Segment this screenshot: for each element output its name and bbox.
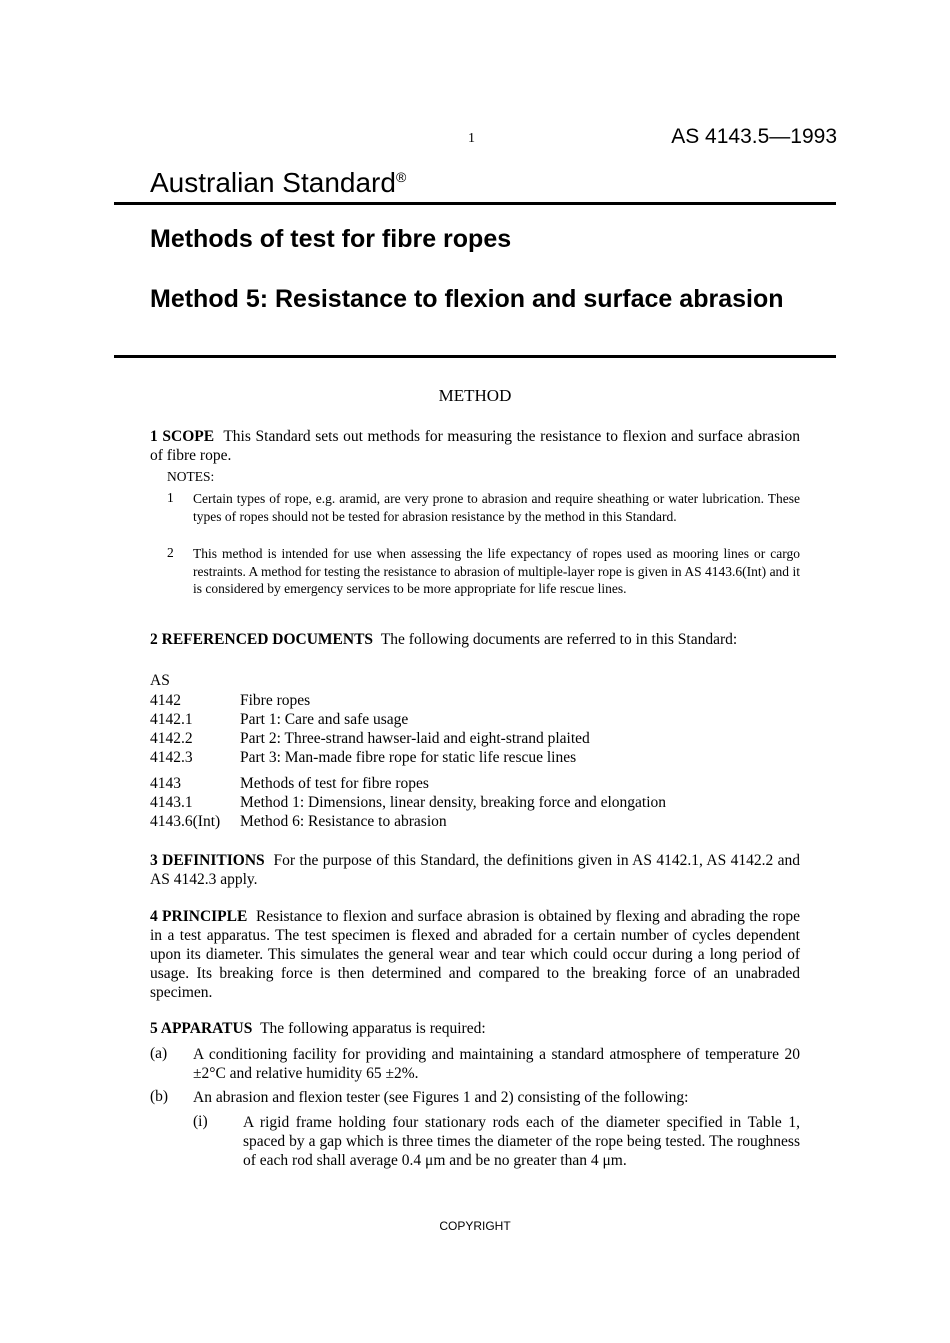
bottom-rule: [114, 355, 836, 358]
document-title: Methods of test for fibre ropes: [150, 225, 512, 253]
ref-number: 4142.3: [150, 749, 193, 766]
referenced-heading: 2 REFERENCED DOCUMENTS: [150, 631, 374, 648]
ref-number: 4143.1: [150, 794, 193, 811]
note-number: 2: [167, 545, 174, 560]
brand-name: Australian Standard: [150, 167, 396, 198]
copyright-footer: COPYRIGHT: [439, 1219, 511, 1233]
apparatus-item: An abrasion and flexion tester (see Figures 1 and 2) consisting of the following:: [193, 1089, 689, 1106]
referenced-text: The following documents are referred to in this Standard:: [380, 631, 738, 648]
note-text: Certain types of rope, e.g. aramid, are very prone to abrasion and require sheathing or water lubrication. These types of ropes should not be tested for abrasion resistance by the method in this Standard.: [193, 491, 800, 524]
brand-title: [150, 167, 406, 199]
ref-number: 4143.6(Int): [150, 813, 221, 830]
subitem-label: (i): [193, 1113, 208, 1130]
apparatus-heading: 5 APPARATUS: [150, 1020, 253, 1037]
apparatus-subitem: A rigid frame holding four stationary rods each of the diameter specified in Table 1, spaced by a gap which is three times the diameter of the rope being tested. The roughness of each rod shall average 0.4 μm and be no greater than 4 μm.: [243, 1114, 800, 1169]
definitions-clause: [150, 851, 800, 889]
ref-title: Fibre ropes: [240, 692, 311, 709]
ref-number: 4142.2: [150, 730, 193, 747]
note-number: 1: [167, 490, 174, 505]
referenced-clause: [150, 630, 800, 649]
standard-number: AS 4143.5—1993: [671, 125, 837, 148]
ref-title: Part 3: Man-made fibre rope for static life rescue lines: [240, 749, 577, 766]
ref-number: 4143: [150, 775, 181, 792]
apparatus-item: A conditioning facility for providing and maintaining a standard atmosphere of temperature 20 ±2°C and relative humidity 65 ±2%.: [193, 1046, 800, 1082]
notes-label: NOTES:: [167, 469, 215, 484]
ref-title: Method 6: Resistance to abrasion: [240, 813, 447, 830]
section-heading: METHOD: [438, 386, 512, 405]
scope-clause: [150, 427, 800, 465]
scope-text: This Standard sets out methods for measuring the resistance to flexion and surface abrasion of fibre rope.: [150, 428, 801, 464]
item-label: (a): [150, 1045, 168, 1062]
registered-mark: ®: [395, 169, 407, 185]
ref-number: 4142: [150, 692, 181, 709]
page-number: 1: [468, 131, 475, 146]
principle-text: Resistance to flexion and surface abrasion is obtained by flexing and abrading the rope in a test apparatus. The test specimen is flexed and abraded for a certain number of cycles dependent upon its diameter. This simulates the general wear and tear which could occur during a long period of usage. Its breaking force is then determined and compared to the breaking force of an unabraded specimen.: [150, 908, 801, 1001]
ref-title: Methods of test for fibre ropes: [240, 775, 429, 792]
ref-prefix: AS: [150, 672, 170, 689]
item-label: (b): [150, 1088, 169, 1105]
apparatus-clause: [150, 1019, 800, 1038]
ref-title: Part 1: Care and safe usage: [240, 711, 409, 728]
ref-number: 4142.1: [150, 711, 193, 728]
scope-heading: 1 SCOPE: [150, 428, 215, 445]
principle-clause: [150, 907, 800, 1002]
top-rule: [114, 202, 836, 205]
ref-title: Method 1: Dimensions, linear density, breaking force and elongation: [240, 794, 667, 811]
note-text: This method is intended for use when assessing the life expectancy of ropes used as mooring lines or cargo restraints. A method for testing the resistance to abrasion of multiple-layer rope is given in AS 4143.6(Int) and it is considered by emergency services to be more appropriate for life rescue lines.: [193, 546, 800, 596]
definitions-heading: 3 DEFINITIONS: [150, 852, 265, 869]
apparatus-text: The following apparatus is required:: [260, 1020, 486, 1037]
definitions-text: For the purpose of this Standard, the definitions given in AS 4142.1, AS 4142.2 and AS 4142.3 apply.: [150, 852, 800, 888]
ref-title: Part 2: Three-strand hawser-laid and eight-strand plaited: [240, 730, 590, 747]
method-title: Method 5: Resistance to flexion and surface abrasion: [150, 285, 784, 313]
principle-heading: 4 PRINCIPLE: [150, 908, 248, 925]
